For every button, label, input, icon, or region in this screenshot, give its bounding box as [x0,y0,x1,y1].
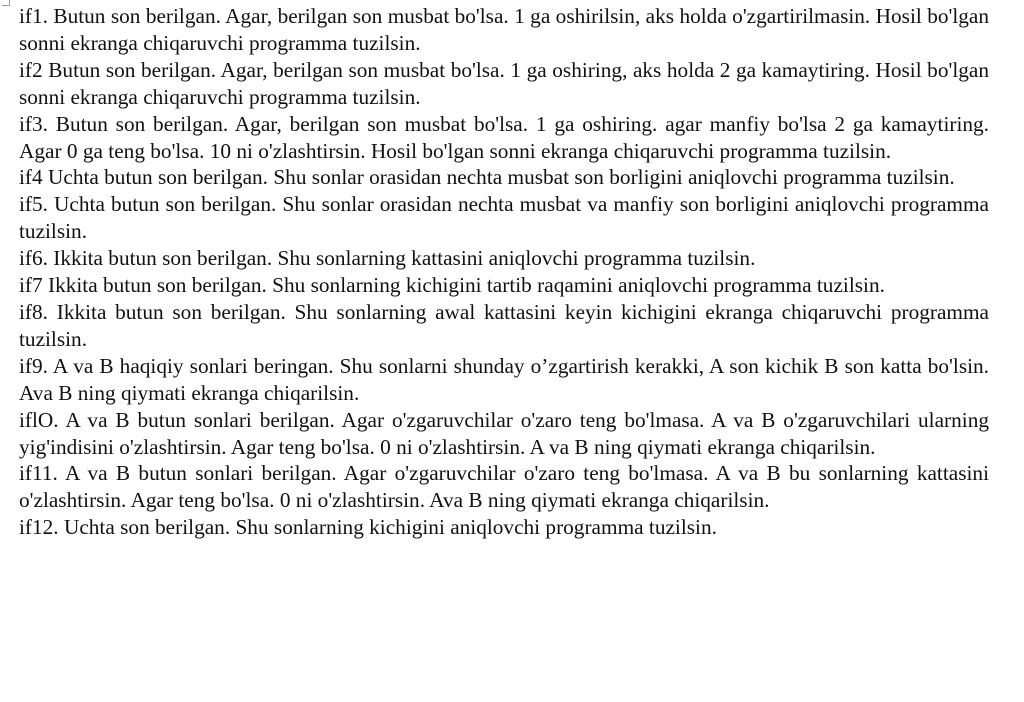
task-if7: if7 Ikkita butun son berilgan. Shu sonlarning kichigini tartib raqamini aniqlovchi programma tuzilsin. [19,273,885,298]
task-if2: if2 Butun son berilgan. Agar, berilgan son musbat bo'lsa. 1 ga oshiring, aks holda 2 ga kamaytiring. Hosil bo'lgan sonni ekranga chiqaruvchi programma tuzilsin. [19,57,989,109]
task-if8: if8. Ikkita butun son berilgan. Shu sonlarning awal kattasini keyin kichigini ekranga chiqaruvchi programma tuzilsin. [19,299,989,351]
task-if3: if3. Butun son berilgan. Agar, berilgan son musbat bo'lsa. 1 ga oshiring. agar manfiy bo'lsa 2 ga kamaytiring. Agar 0 ga teng bo'lsa. 10 ni o'zlashtirsin. Hosil bo'lgan sonni ekranga chiqaruvchi programma tuzilsin. [19,111,989,163]
task-if11: if11. A va B butun sonlari berilgan. Agar o'zgaruvchilar o'zaro teng bo'lmasa. A va B bu sonlarning kattasini o'zlashtirsin. Agar teng bo'lsa. 0 ni o'zlashtirsin. Ava B ning qiymati ekranga chiqarilsin. [19,461,989,513]
task-if4: if4 Uchta butun son berilgan. Shu sonlar orasidan nechta musbat son borligini aniqlovchi programma tuzilsin. [19,165,955,190]
task-if9: if9. A va B haqiqiy sonlari beringan. Shu sonlarni shunday o’zgartirish kerakki, A son kichik B son katta bo'lsin. Ava B ning qiymati ekranga chiqarilsin. [19,353,989,405]
task-if5: if5. Uchta butun son berilgan. Shu sonlar orasidan nechta musbat va manfiy son borligini aniqlovchi programma tuzilsin. [19,192,989,244]
task-if1: if1. Butun son berilgan. Agar, berilgan son musbat bo'lsa. 1 ga oshirilsin, aks holda o'zgartirilmasin. Hosil bo'lgan sonni ekranga chiqaruvchi programma tuzilsin. [19,4,989,55]
task-if10: iflO. A va B butun sonlari berilgan. Agar o'zgaruvchilar o'zaro teng bo'lmasa. A va B o'zgaruvchilari ularning yig'indisini o'zlashtirsin. Agar teng bo'lsa. 0 ni o'zlashtirsin. A va B ning qiymati ekranga chiqarilsin. [19,407,989,459]
task-if6: if6. Ikkita butun son berilgan. Shu sonlarning kattasini aniqlovchi programma tuzilsin. [19,246,756,271]
document-page [19,3,989,541]
text-cursor-mark [2,0,10,6]
task-if12-cutoff: if12. Uchta son berilgan. Shu sonlarning kichigini aniqlovchi programma tuzilsin. [19,515,717,540]
